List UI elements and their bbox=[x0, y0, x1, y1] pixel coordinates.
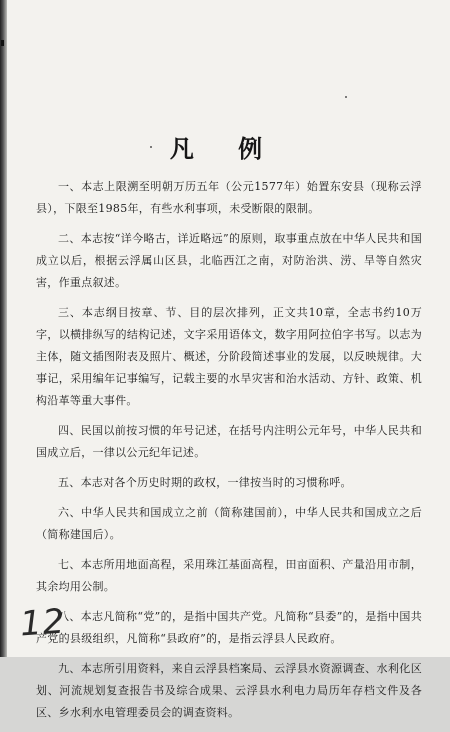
scan-speck bbox=[150, 146, 152, 148]
page-title: 凡 例 bbox=[169, 134, 281, 163]
scan-speck bbox=[345, 96, 347, 98]
item-5: 五、本志对各个历史时期的政权，一律按当时的习惯称呼。 bbox=[58, 476, 352, 489]
item-4: 四、民国以前按习惯的年号记述，在括号内注明公元年号，中华人民共和国成立后，一律以公元纪年记述。 bbox=[36, 424, 422, 459]
item-8: 八、本志凡简称“党”的，是指中国共产党。凡简称“县委”的，是指中国共产党的县级组织，凡简称“县政府”的，是指云浮县人民政府。 bbox=[36, 610, 422, 645]
document-body bbox=[36, 176, 422, 732]
item-7: 七、本志所用地面高程，采用珠江基面高程，田亩面积、产量沿用市制，其余均用公制。 bbox=[36, 558, 422, 593]
scan-binding-edge bbox=[0, 0, 7, 657]
item-6: 六、中华人民共和国成立之前（简称建国前），中华人民共和国成立之后（简称建国后）。 bbox=[36, 506, 422, 541]
item-2: 二、本志按“详今略古，详近略远”的原则，取事重点放在中华人民共和国成立以后，根据云浮属山区县，北临西江之南，对防治洪、涝、旱等自然灾害，作重点叙述。 bbox=[36, 232, 422, 289]
item-3: 三、本志纲目按章、节、目的层次排列，正文共10章，全志书约10万字，以横排纵写的结构记述，文字采用语体文，数字用阿拉伯字书写。以志为主体，随文插图附表及照片、概述，分阶段简述事业的发展，以反映规律。大事记，采用编年记事编写，记载主要的水旱灾害和治水活动、方针、政策、机构沿革等重大事件。 bbox=[36, 306, 422, 407]
item-1: 一、本志上限溯至明朝万历五年（公元1577年）始置东安县（现称云浮县），下限至1985年，有些水利事项，未受断限的限制。 bbox=[36, 180, 422, 215]
handwritten-page-number: 12 bbox=[18, 601, 67, 645]
item-9: 九、本志所引用资料，来自云浮县档案局、云浮县水资源调查、水利化区划、河流规划复查报告书及综合成果、云浮县水利电力局历年存档文件及各区、乡水利水电管理委员会的调查资料。 bbox=[36, 662, 422, 719]
